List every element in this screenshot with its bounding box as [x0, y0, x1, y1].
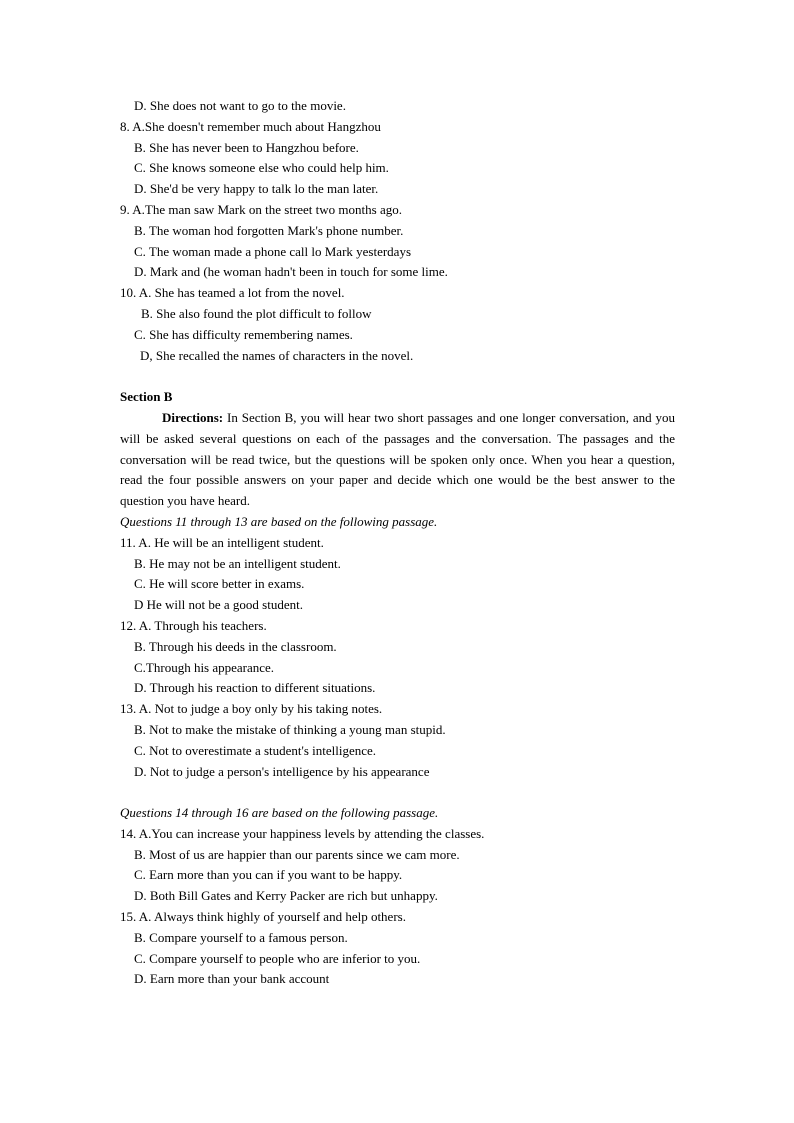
- section-b-directions: [120, 408, 675, 512]
- q10-option-b: B. She also found the plot difficult to follow: [141, 305, 372, 321]
- q9-option-b: B. The woman hod forgotten Mark's phone number.: [134, 222, 404, 238]
- q14-option-a: 14. A.You can increase your happiness levels by attending the classes.: [120, 825, 485, 841]
- q10-option-a: 10. A. She has teamed a lot from the novel.: [120, 285, 345, 301]
- q8-option-a: 8. A.She doesn't remember much about Hangzhou: [120, 118, 381, 134]
- directions-label: Directions:: [162, 409, 224, 425]
- q14-option-c: C. Earn more than you can if you want to be happy.: [134, 867, 403, 883]
- q13-option-d: D. Not to judge a person's intelligence by his appearance: [134, 763, 430, 779]
- exam-page: [120, 96, 675, 990]
- q13-option-b: B. Not to make the mistake of thinking a young man stupid.: [134, 721, 446, 737]
- q8-option-c: C. She knows someone else who could help him.: [134, 160, 389, 176]
- q12-option-a: 12. A. Through his teachers.: [120, 617, 267, 633]
- q14-option-b: B. Most of us are happier than our parents since we cam more.: [134, 846, 460, 862]
- q10-option-c: C. She has difficulty remembering names.: [134, 326, 353, 342]
- spacer: [120, 782, 675, 803]
- passage-intro-2: Questions 14 through 16 are based on the following passage.: [120, 805, 439, 821]
- q15-option-a: 15. A. Always think highly of yourself and help others.: [120, 909, 406, 925]
- q12-option-c: C.Through his appearance.: [134, 659, 275, 675]
- passage-intro-1: Questions 11 through 13 are based on the following passage.: [120, 513, 438, 529]
- q11-option-d: D He will not be a good student.: [134, 597, 303, 613]
- q15-option-b: B. Compare yourself to a famous person.: [134, 929, 348, 945]
- q8-option-d: D. She'd be very happy to talk lo the man later.: [134, 181, 379, 197]
- q8-option-b: B. She has never been to Hangzhou before.: [134, 139, 359, 155]
- q9-option-c: C. The woman made a phone call lo Mark yesterdays: [134, 243, 412, 259]
- q11-option-b: B. He may not be an intelligent student.: [134, 555, 341, 571]
- q10-option-d: D, She recalled the names of characters in the novel.: [140, 347, 414, 363]
- q13-option-c: C. Not to overestimate a student's intelligence.: [134, 742, 377, 758]
- q13-option-a: 13. A. Not to judge a boy only by his taking notes.: [120, 701, 383, 717]
- q12-option-b: B. Through his deeds in the classroom.: [134, 638, 337, 654]
- directions-text: In Section B, you will hear two short passages and one longer conversation, and you will be asked several questions on each of the passages and the conversation. The passages and the conversation will be read twice, but the questions will be spoken only once. When you hear a question, read the four possible answers on your paper and decide which one would be the best answer to the question you have heard.: [120, 409, 675, 509]
- q11-option-c: C. He will score better in exams.: [134, 576, 305, 592]
- q9-option-d: D. Mark and (he woman hadn't been in touch for some lime.: [134, 264, 448, 280]
- q9-option-a: 9. A.The man saw Mark on the street two months ago.: [120, 201, 402, 217]
- q7-option-d: D. She does not want to go to the movie.: [134, 98, 346, 113]
- q15-option-c: C. Compare yourself to people who are inferior to you.: [134, 950, 421, 966]
- q12-option-d: D. Through his reaction to different situations.: [134, 680, 376, 696]
- section-b-title: Section B: [120, 389, 173, 405]
- q11-option-a: 11. A. He will be an intelligent student.: [120, 534, 324, 550]
- q15-option-d: D. Earn more than your bank account: [134, 971, 330, 987]
- spacer: [120, 366, 675, 387]
- q14-option-d: D. Both Bill Gates and Kerry Packer are rich but unhappy.: [134, 888, 438, 904]
